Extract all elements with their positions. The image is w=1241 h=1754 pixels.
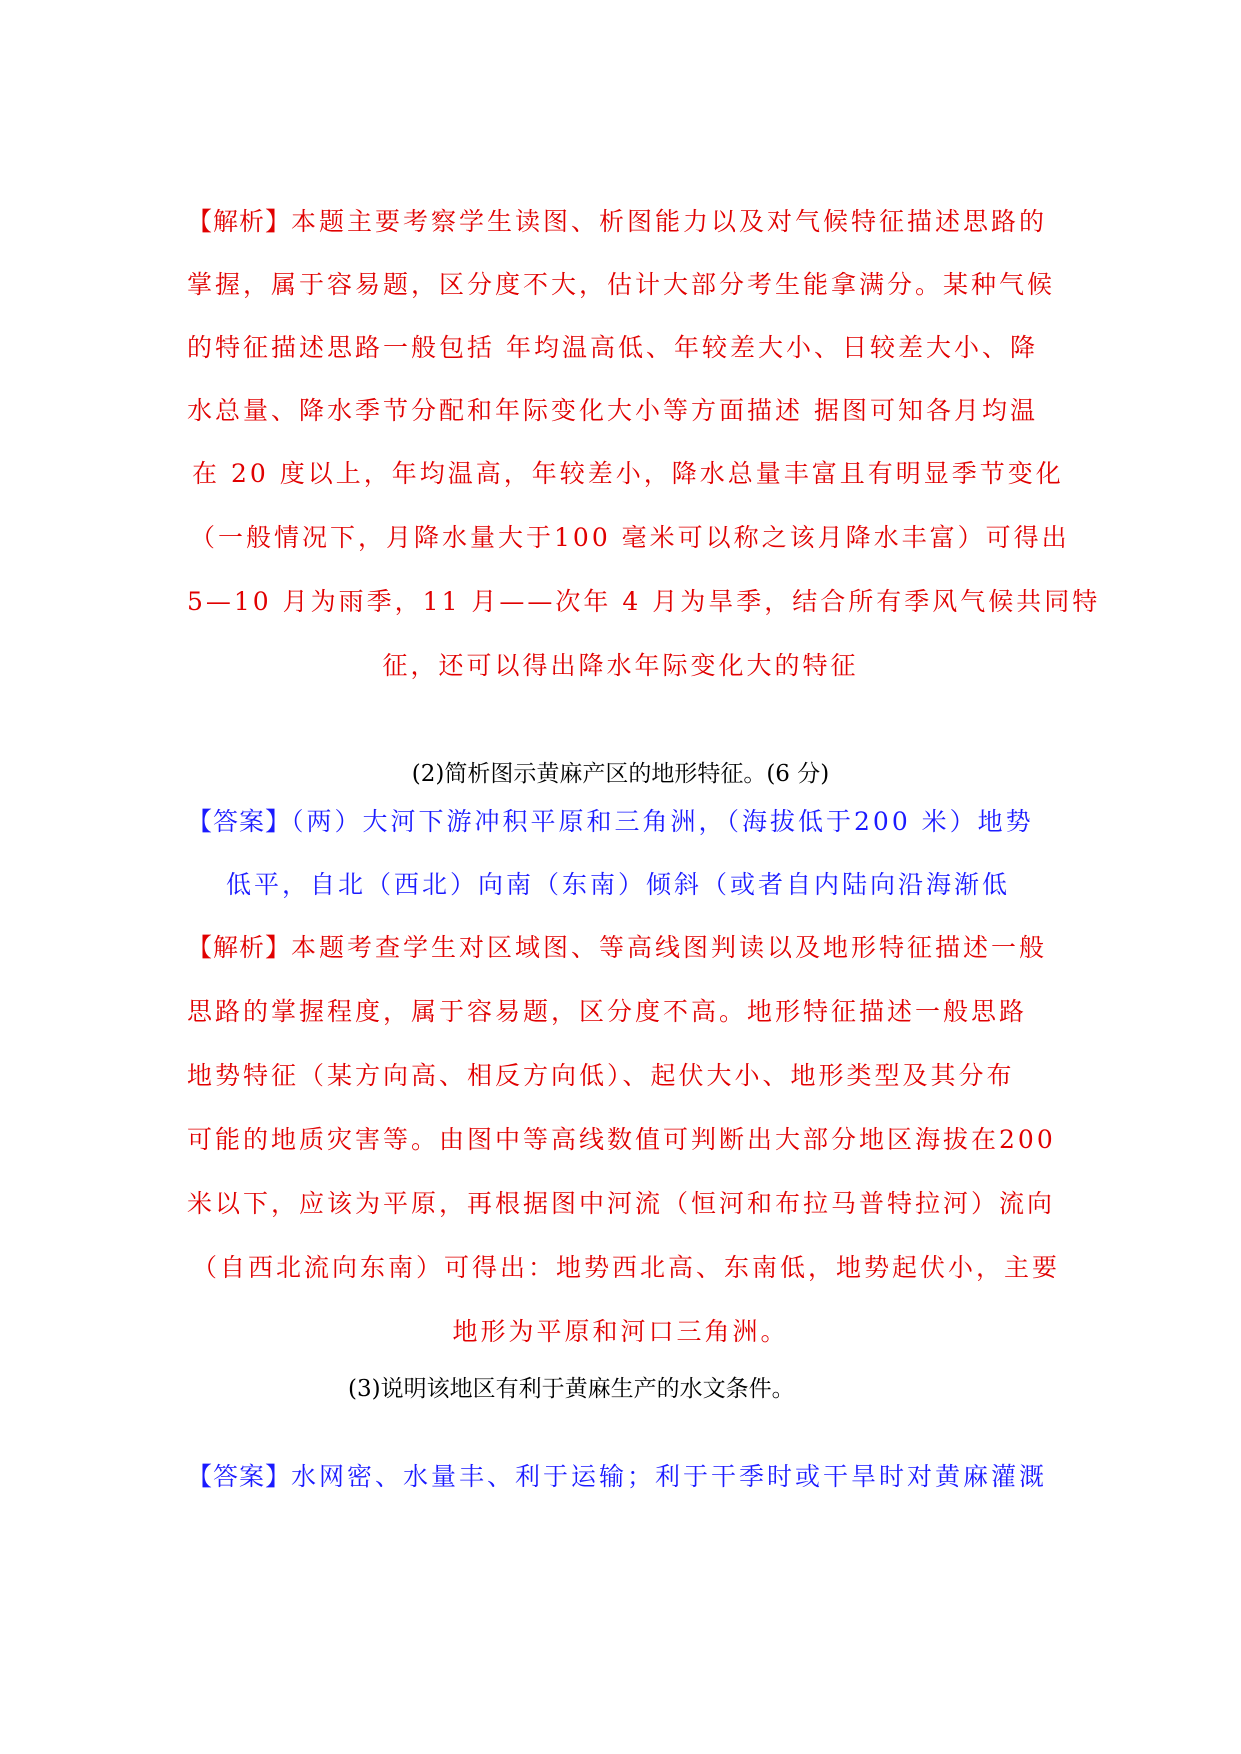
q2-analysis-line-7: 地形为平原和河口三角洲。 [452,1317,789,1346]
answer-tag: 【答案】 [187,1462,292,1491]
q3-answer-line-1: 【答案】水网密、水量丰、利于运输；利于干季时或干旱时对黄麻灌溉 [187,1462,1048,1491]
q2-question: (2)简析图示黄麻产区的地形特征。(6 分) [411,761,830,787]
q2-analysis-line-3: 地势特征（某方向高、相反方向低）、起伏大小、地形类型及其分布 [187,1061,1015,1090]
q1-analysis-line-3: 的特征描述思路一般包括 年均温高低、年较差大小、日较差大小、降 [187,333,1038,362]
q2-answer-line-1: 【答案】（两）大河下游冲积平原和三角洲，（海拔低于200 米）地势 [187,807,1034,836]
q2-analysis-line-6: （自西北流向东南）可得出：地势西北高、东南低，地势起伏小，主要 [192,1253,1061,1282]
q1-analysis-line-1: 【解析】本题主要考察学生读图、析图能力以及对气候特征描述思路的 [187,207,1048,236]
q1-analysis-line-4: 水总量、降水季节分配和年际变化大小等方面描述 据图可知各月均温 [187,396,1038,425]
q1-analysis-line-8: 征，还可以得出降水年际变化大的特征 [382,651,859,680]
q2-analysis-line-5: 米以下，应该为平原，再根据图中河流（恒河和布拉马普特拉河）流向 [187,1189,1056,1218]
q1-analysis-line-5: 在 20 度以上，年均温高，年较差小，降水总量丰富且有明显季节变化 [192,459,1064,488]
q2-answer-line-2: 低平，自北（西北）向南（东南）倾斜（或者自内陆向沿海渐低 [226,870,1011,899]
q2-analysis-line-4: 可能的地质灾害等。由图中等高线数值可判断出大部分地区海拔在200 [187,1125,1056,1154]
q1-analysis-line-7: 5—10 月为雨季，11 月——次年 4 月为旱季，结合所有季风气候共同特 [187,587,1101,616]
answer-tag: 【答案】 [187,807,292,836]
q2-analysis-line-1: 【解析】本题考查学生对区域图、等高线图判读以及地形特征描述一般 [187,933,1048,962]
analysis-tag: 【解析】 [187,207,292,236]
q2-analysis-line-2: 思路的掌握程度，属于容易题，区分度不高。地形特征描述一般思路 [187,997,1028,1026]
q3-question: (3)说明该地区有利于黄麻生产的水文条件。 [348,1376,795,1402]
analysis-tag: 【解析】 [187,933,292,962]
q1-analysis-line-6: （一般情况下，月降水量大于100 毫米可以称之该月降水丰富）可得出 [190,523,1070,552]
q1-analysis-line-2: 掌握，属于容易题，区分度不大，估计大部分考生能拿满分。某种气候 [187,270,1056,299]
